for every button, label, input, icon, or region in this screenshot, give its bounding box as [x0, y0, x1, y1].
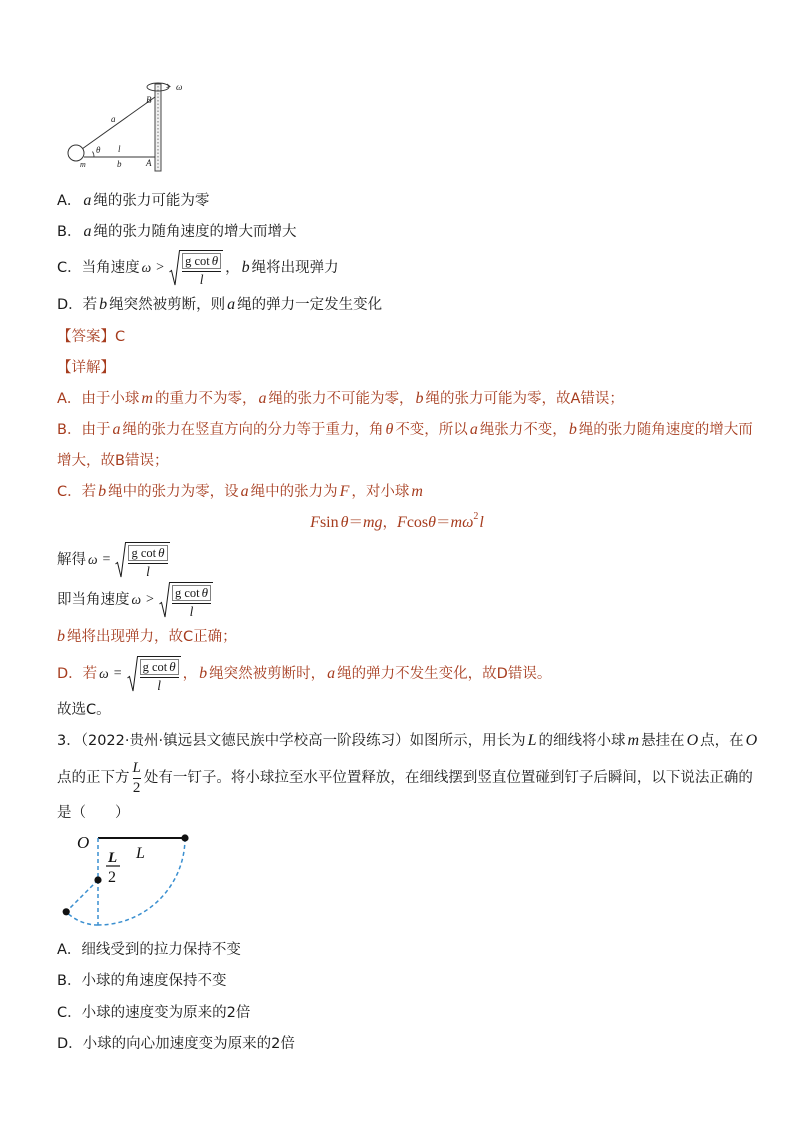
text-segment: g cot	[142, 660, 168, 674]
text-segment: ，对小球	[351, 484, 410, 500]
ball-start	[181, 834, 188, 841]
function-name: sin	[319, 514, 339, 531]
option-c	[57, 249, 339, 287]
option-text: D．若	[57, 297, 98, 313]
variable: m	[627, 732, 640, 749]
question3-line1	[57, 732, 759, 750]
text-segment: A．由于小球	[57, 391, 140, 407]
conclusion	[57, 701, 111, 719]
variable: a	[227, 296, 236, 313]
radicand	[126, 542, 169, 578]
numerator	[172, 585, 211, 601]
text-segment: 悬挂在	[641, 733, 685, 749]
denominator: l	[157, 678, 162, 693]
text-segment: 绳的张力在竖直方向的分力等于重力，角	[122, 422, 384, 438]
option-b	[57, 223, 296, 241]
equals-sign: ＝	[436, 515, 451, 531]
denominator: l	[189, 604, 194, 619]
option-text: D．小球的向心加速度变为原来的2倍	[57, 1036, 295, 1052]
label-half-den: 2	[108, 869, 116, 886]
variable: a	[240, 483, 249, 500]
force-equation	[0, 511, 794, 532]
variable: θ	[169, 659, 176, 674]
text-segment: ，	[382, 515, 398, 531]
sqrt-expression	[115, 542, 169, 578]
numerator	[182, 253, 221, 269]
text-segment: 故选C。	[57, 702, 111, 718]
variable: θ	[428, 514, 437, 531]
option-text: A．细线受到的拉力保持不变	[57, 942, 241, 958]
text-segment: 绳将出现弹力，故C正确；	[67, 629, 237, 645]
text-segment: g cot	[131, 546, 157, 560]
text-segment: g cot	[185, 254, 210, 268]
variable: m	[141, 390, 153, 407]
label-O: O	[77, 833, 90, 852]
q3-option-d	[57, 1035, 295, 1053]
rope-a	[82, 97, 155, 149]
text-segment: 点的正下方	[57, 770, 130, 786]
figure-pendulum-nail	[55, 825, 195, 933]
label-a: a	[111, 114, 116, 124]
variable: ω	[99, 666, 109, 681]
text-segment: 绳的张力随角速度的增大而	[578, 422, 753, 438]
operator: >	[146, 592, 154, 607]
equals-sign: ＝	[348, 515, 363, 531]
operator: =	[102, 552, 111, 567]
text-segment: 的重力不为零，	[154, 391, 257, 407]
variable: b	[99, 296, 108, 313]
explanation-title	[57, 359, 115, 377]
figure-rotating-rod	[60, 78, 195, 174]
denominator: l	[146, 564, 150, 579]
label-L: L	[136, 845, 145, 862]
numerator	[128, 545, 167, 561]
explanation-c-line1	[57, 483, 425, 501]
answer-value: C	[115, 329, 126, 345]
variable: l	[479, 514, 484, 531]
variable: b	[568, 421, 577, 438]
text-segment: ，	[182, 666, 198, 682]
variable: O	[686, 732, 699, 749]
variable: ω	[131, 592, 142, 607]
c-result-line	[57, 628, 237, 646]
option-text: 绳的张力随角速度的增大而增大	[93, 224, 297, 240]
variable: θ	[385, 421, 394, 438]
text-segment: 绳中的张力为零，设	[108, 484, 239, 500]
text-segment: B．由于	[57, 422, 111, 438]
solve-line	[57, 541, 172, 579]
text-segment: 解得	[57, 552, 86, 568]
answer-line	[57, 328, 125, 346]
numerator: L	[132, 759, 141, 776]
question3-line3	[57, 804, 130, 822]
explanation-tag: 【详解】	[57, 360, 115, 376]
variable: θ	[340, 514, 349, 531]
text-segment: 绳张力不变，	[479, 422, 567, 438]
label-half-num: L	[108, 850, 118, 866]
option-text: C．当角速度	[57, 260, 140, 276]
fraction	[182, 253, 221, 287]
option-a	[57, 192, 209, 210]
variable: θ	[211, 253, 219, 268]
variable: a	[258, 390, 267, 407]
text-segment: 绳的弹力不发生变化，故D错误。	[337, 666, 552, 682]
condition-line	[57, 581, 215, 619]
variable: a	[83, 192, 92, 209]
variable: m	[411, 483, 423, 500]
fraction	[128, 545, 167, 579]
label-A: A	[146, 158, 152, 168]
text-segment: 即当角速度	[57, 592, 130, 608]
option-text: 绳的弹力一定发生变化	[237, 297, 383, 313]
label-b: b	[117, 159, 122, 169]
half-length-fraction	[133, 760, 141, 796]
text-segment: 的细线将小球	[538, 733, 626, 749]
option-text: B．	[57, 224, 82, 240]
text-segment: 是（ ）	[57, 805, 130, 821]
fraction	[172, 585, 211, 619]
variable: b	[98, 483, 107, 500]
label-omega: ω	[176, 82, 183, 92]
text-segment: g cot	[174, 586, 200, 600]
denominator: 2	[132, 779, 141, 796]
option-text: 绳突然被剪断，则	[109, 297, 226, 313]
radicand	[138, 656, 181, 692]
option-text: 绳的张力可能为零	[93, 193, 210, 209]
explanation-a	[57, 390, 624, 408]
label-l: l	[118, 144, 121, 154]
variable: b	[57, 628, 65, 645]
string-after-nail	[66, 880, 98, 912]
variable: b	[415, 390, 424, 407]
q3-option-a	[57, 941, 241, 959]
label-m: m	[80, 160, 86, 169]
superscript: 2	[473, 511, 479, 522]
ball	[68, 145, 84, 161]
variable: O	[745, 732, 758, 749]
variable: ω	[141, 260, 152, 275]
text-segment: 不变，所以	[395, 422, 468, 438]
fraction-bar	[133, 778, 141, 779]
operator: >	[156, 260, 165, 275]
radicand	[180, 250, 223, 286]
variable: mω	[450, 514, 474, 531]
variable: ω	[88, 552, 98, 567]
q3-option-b	[57, 972, 226, 990]
option-d	[57, 296, 382, 314]
ball-end	[63, 908, 70, 915]
text-segment: 绳的张力可能为零，故A错误；	[425, 391, 624, 407]
variable: a	[469, 421, 478, 438]
variable: a	[327, 665, 336, 682]
explanation-b-line1	[57, 421, 753, 439]
option-text: C．小球的速度变为原来的2倍	[57, 1005, 251, 1021]
variable: θ	[201, 585, 208, 600]
explanation-b-line2	[57, 452, 168, 470]
option-text: B．小球的角速度保持不变	[57, 973, 227, 989]
text-segment: 绳的张力不可能为零，	[268, 391, 414, 407]
answer-tag: 【答案】	[57, 329, 115, 345]
variable: b	[241, 259, 250, 276]
text-segment: 增大，故B错误；	[57, 453, 169, 469]
radical-sign-icon	[169, 250, 180, 286]
radical-sign-icon	[115, 542, 126, 578]
sqrt-expression	[159, 582, 213, 618]
radical-sign-icon	[127, 656, 138, 692]
operator: =	[113, 666, 122, 681]
swing-arc-small	[66, 912, 98, 925]
variable: L	[527, 732, 537, 749]
question3-line2	[57, 760, 753, 796]
sqrt-expression	[169, 250, 223, 286]
variable: F	[339, 483, 350, 500]
text-segment: D．若	[57, 666, 98, 682]
text-segment: 绳中的张力为	[250, 484, 338, 500]
variable: F	[397, 514, 407, 531]
text-segment: 处有一钉子。将小球拉至水平位置释放，在细线摆到竖直位置碰到钉子后瞬间，以下说法正确的	[143, 770, 753, 786]
text-segment: 点，在	[700, 733, 744, 749]
text-segment: 3．（2022·贵州·镇远县文德民族中学校高一阶段练习）如图所示，用长为	[57, 733, 526, 749]
angle-arc	[93, 152, 95, 158]
text-segment: ，	[225, 260, 240, 276]
variable: F	[310, 514, 320, 531]
option-text: 绳将出现弹力	[251, 260, 339, 276]
radical-sign-icon	[159, 582, 170, 618]
radicand	[170, 582, 213, 618]
variable: θ	[158, 545, 165, 560]
variable: mg	[362, 514, 383, 531]
nail	[94, 876, 101, 883]
variable: b	[199, 665, 208, 682]
text-segment: 绳突然被剪断时，	[209, 666, 326, 682]
text-segment: C．若	[57, 484, 97, 500]
variable: a	[112, 421, 121, 438]
q3-option-c	[57, 1004, 250, 1022]
label-theta: θ	[96, 145, 101, 155]
option-text: A．	[57, 193, 82, 209]
function-name: cos	[406, 514, 429, 531]
denominator: l	[199, 272, 204, 287]
explanation-d	[57, 655, 551, 693]
numerator	[140, 659, 179, 675]
sqrt-expression	[127, 656, 181, 692]
label-B: B	[146, 95, 152, 105]
variable: a	[83, 223, 92, 240]
fraction	[140, 659, 179, 693]
